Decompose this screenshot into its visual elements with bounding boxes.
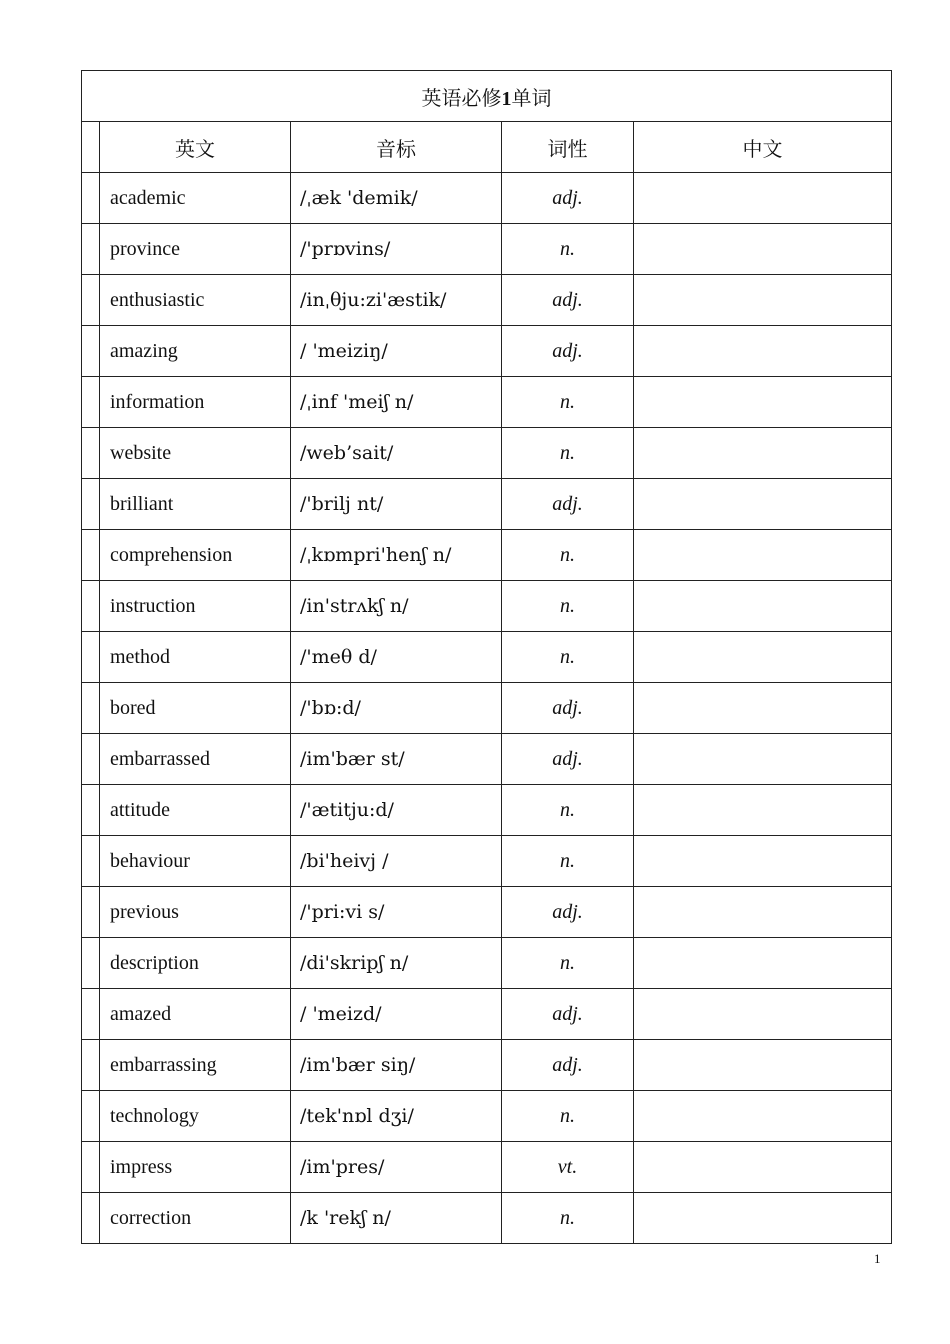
row-spacer-cell — [82, 326, 100, 377]
table-row — [82, 530, 892, 581]
row-spacer-cell — [82, 1142, 100, 1193]
chinese-meaning-cell — [634, 479, 892, 530]
chinese-meaning-cell — [634, 1091, 892, 1142]
table-row — [82, 479, 892, 530]
phonetic-cell: /web’sait/ — [291, 428, 502, 479]
row-spacer-cell — [82, 785, 100, 836]
part-of-speech-cell: n. — [502, 224, 634, 275]
table-row — [82, 734, 892, 785]
english-word-cell: amazed — [100, 989, 291, 1040]
row-spacer-cell — [82, 683, 100, 734]
row-spacer-cell — [82, 428, 100, 479]
row-spacer-cell — [82, 734, 100, 785]
row-spacer-cell — [82, 1193, 100, 1244]
row-spacer-cell — [82, 479, 100, 530]
phonetic-cell: /ˌæk 'demik/ — [291, 173, 502, 224]
phonetic-cell: /k 'rekʃ n/ — [291, 1193, 502, 1244]
chinese-meaning-cell — [634, 632, 892, 683]
part-of-speech-cell: n. — [502, 836, 634, 887]
row-spacer-cell — [82, 836, 100, 887]
table-row — [82, 326, 892, 377]
chinese-meaning-cell — [634, 785, 892, 836]
chinese-meaning-cell — [634, 887, 892, 938]
part-of-speech-cell: adj. — [502, 479, 634, 530]
row-spacer-cell — [82, 1091, 100, 1142]
phonetic-cell: /'pri:vi s/ — [291, 887, 502, 938]
table-row — [82, 224, 892, 275]
part-of-speech-cell: adj. — [502, 734, 634, 785]
table-row — [82, 581, 892, 632]
row-spacer-cell — [82, 632, 100, 683]
table-row — [82, 887, 892, 938]
phonetic-cell: / 'meizd/ — [291, 989, 502, 1040]
chinese-meaning-cell — [634, 428, 892, 479]
english-word-cell: province — [100, 224, 291, 275]
header-pos: 词性 — [502, 122, 634, 173]
part-of-speech-cell: adj. — [502, 173, 634, 224]
phonetic-cell: / 'meiziŋ/ — [291, 326, 502, 377]
table-row — [82, 377, 892, 428]
phonetic-cell: /im'bær siŋ/ — [291, 1040, 502, 1091]
english-word-cell: attitude — [100, 785, 291, 836]
phonetic-cell: /ˌinf 'meiʃ n/ — [291, 377, 502, 428]
phonetic-cell: /inˌθju:zi'æstik/ — [291, 275, 502, 326]
english-word-cell: description — [100, 938, 291, 989]
chinese-meaning-cell — [634, 1040, 892, 1091]
part-of-speech-cell: adj. — [502, 326, 634, 377]
table-row — [82, 785, 892, 836]
phonetic-cell: /di'skripʃ n/ — [291, 938, 502, 989]
table-row — [82, 836, 892, 887]
part-of-speech-cell: n. — [502, 632, 634, 683]
phonetic-cell: /'meθ d/ — [291, 632, 502, 683]
chinese-meaning-cell — [634, 836, 892, 887]
english-word-cell: bored — [100, 683, 291, 734]
part-of-speech-cell: adj. — [502, 683, 634, 734]
part-of-speech-cell: n. — [502, 377, 634, 428]
table-row — [82, 173, 892, 224]
english-word-cell: amazing — [100, 326, 291, 377]
english-word-cell: technology — [100, 1091, 291, 1142]
phonetic-cell: /im'pres/ — [291, 1142, 502, 1193]
table-row — [82, 1040, 892, 1091]
table-row — [82, 989, 892, 1040]
table-row — [82, 1193, 892, 1244]
part-of-speech-cell: n. — [502, 1091, 634, 1142]
chinese-meaning-cell — [634, 224, 892, 275]
english-word-cell: comprehension — [100, 530, 291, 581]
english-word-cell: instruction — [100, 581, 291, 632]
chinese-meaning-cell — [634, 581, 892, 632]
chinese-meaning-cell — [634, 1142, 892, 1193]
row-spacer-cell — [82, 173, 100, 224]
english-word-cell: embarrassing — [100, 1040, 291, 1091]
table-title-row — [82, 71, 892, 122]
english-word-cell: website — [100, 428, 291, 479]
english-word-cell: correction — [100, 1193, 291, 1244]
part-of-speech-cell: n. — [502, 938, 634, 989]
table-title-prefix: 英语必修 — [421, 87, 502, 110]
chinese-meaning-cell — [634, 938, 892, 989]
row-spacer-cell — [82, 530, 100, 581]
chinese-meaning-cell — [634, 326, 892, 377]
row-spacer-cell — [82, 1040, 100, 1091]
part-of-speech-cell: n. — [502, 1193, 634, 1244]
table-row — [82, 683, 892, 734]
english-word-cell: embarrassed — [100, 734, 291, 785]
english-word-cell: academic — [100, 173, 291, 224]
row-spacer-cell — [82, 938, 100, 989]
row-spacer-cell — [82, 275, 100, 326]
phonetic-cell: /ˌkɒmpri'henʃ n/ — [291, 530, 502, 581]
part-of-speech-cell: n. — [502, 785, 634, 836]
part-of-speech-cell: vt. — [502, 1142, 634, 1193]
phonetic-cell: /tek'nɒl dʒi/ — [291, 1091, 502, 1142]
phonetic-cell: /im'bær st/ — [291, 734, 502, 785]
header-english: 英文 — [100, 122, 291, 173]
header-chinese: 中文 — [634, 122, 892, 173]
vocabulary-table — [81, 70, 892, 1244]
phonetic-cell: /in'strʌkʃ n/ — [291, 581, 502, 632]
english-word-cell: impress — [100, 1142, 291, 1193]
phonetic-cell: /bi'heivj / — [291, 836, 502, 887]
row-spacer-cell — [82, 377, 100, 428]
english-word-cell: behaviour — [100, 836, 291, 887]
part-of-speech-cell: adj. — [502, 989, 634, 1040]
english-word-cell: brilliant — [100, 479, 291, 530]
english-word-cell: previous — [100, 887, 291, 938]
part-of-speech-cell: n. — [502, 581, 634, 632]
english-word-cell: information — [100, 377, 291, 428]
page-number: 1 — [874, 1251, 881, 1266]
phonetic-cell: /'bɒ:d/ — [291, 683, 502, 734]
part-of-speech-cell: adj. — [502, 275, 634, 326]
chinese-meaning-cell — [634, 530, 892, 581]
phonetic-cell: /'prɒvins/ — [291, 224, 502, 275]
table-row — [82, 275, 892, 326]
header-spacer-cell — [82, 122, 100, 173]
english-word-cell: enthusiastic — [100, 275, 291, 326]
row-spacer-cell — [82, 224, 100, 275]
table-row — [82, 938, 892, 989]
chinese-meaning-cell — [634, 683, 892, 734]
part-of-speech-cell: adj. — [502, 887, 634, 938]
row-spacer-cell — [82, 989, 100, 1040]
table-row — [82, 1091, 892, 1142]
table-title-suffix: 单词 — [511, 87, 552, 110]
english-word-cell: method — [100, 632, 291, 683]
part-of-speech-cell: n. — [502, 428, 634, 479]
chinese-meaning-cell — [634, 734, 892, 785]
part-of-speech-cell: adj. — [502, 1040, 634, 1091]
chinese-meaning-cell — [634, 173, 892, 224]
table-header-row — [82, 122, 892, 173]
row-spacer-cell — [82, 887, 100, 938]
table-row — [82, 1142, 892, 1193]
header-phonetic: 音标 — [291, 122, 502, 173]
table-row — [82, 632, 892, 683]
phonetic-cell: /'ætitju:d/ — [291, 785, 502, 836]
part-of-speech-cell: n. — [502, 530, 634, 581]
table-title-number: 1 — [501, 87, 512, 110]
chinese-meaning-cell — [634, 377, 892, 428]
table-row — [82, 428, 892, 479]
chinese-meaning-cell — [634, 275, 892, 326]
chinese-meaning-cell — [634, 1193, 892, 1244]
row-spacer-cell — [82, 581, 100, 632]
phonetic-cell: /'brilj nt/ — [291, 479, 502, 530]
table-title — [82, 71, 892, 122]
chinese-meaning-cell — [634, 989, 892, 1040]
